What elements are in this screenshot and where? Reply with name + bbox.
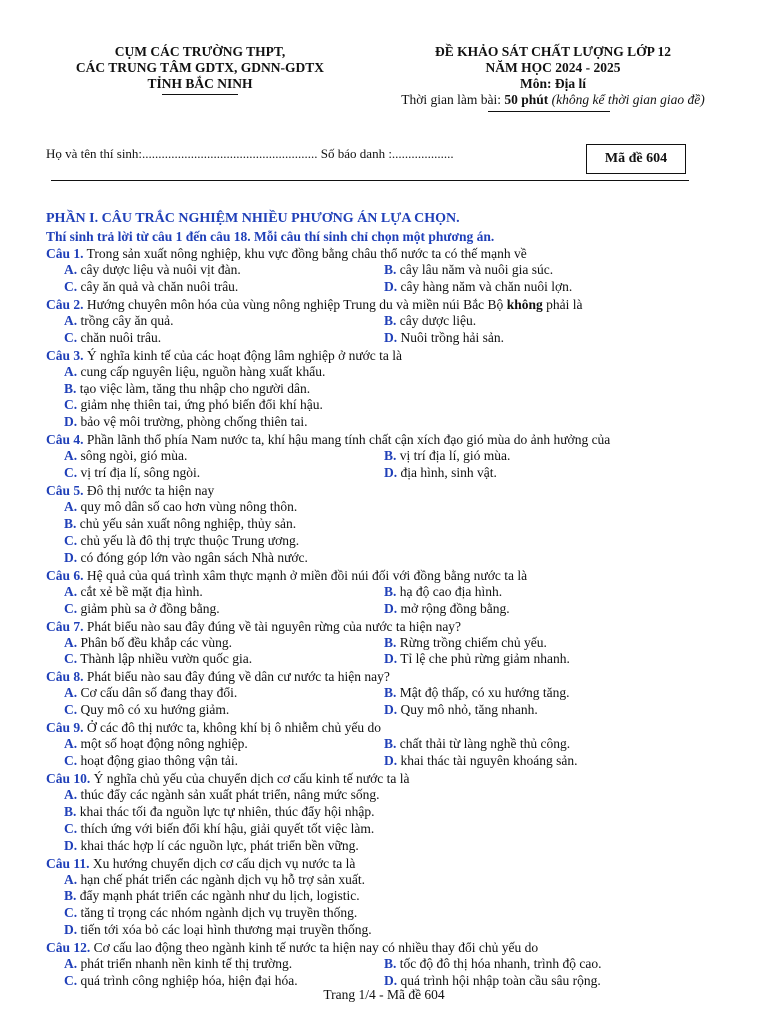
option-text: giảm phù sa ở đồng bằng. — [77, 600, 220, 616]
answer-options — [46, 448, 736, 482]
answer-option — [64, 414, 704, 431]
question-text: Xu hướng chuyển dịch cơ cấu dịch vụ nước ta là — [89, 855, 356, 871]
option-letter: D. — [64, 414, 78, 430]
answer-option — [64, 279, 384, 296]
question-stem — [46, 567, 736, 584]
option-text: tạo việc làm, tăng thu nhập cho người dân. — [76, 380, 311, 396]
option-text: cây dược liệu. — [396, 312, 477, 328]
question-stem — [46, 770, 736, 787]
time-underline — [488, 111, 610, 112]
answer-options — [46, 787, 736, 855]
option-letter: C. — [64, 329, 78, 345]
option-letter: C. — [64, 465, 78, 481]
option-letter: C. — [64, 973, 78, 989]
option-letter: B. — [64, 380, 77, 396]
question-number: Câu 8. — [46, 669, 84, 685]
option-letter: C. — [64, 651, 78, 667]
answer-options — [46, 872, 736, 940]
answer-options — [46, 956, 736, 990]
option-letter: D. — [384, 329, 398, 345]
answer-option — [64, 364, 704, 381]
option-letter: C. — [64, 905, 78, 921]
answer-option — [64, 804, 704, 821]
option-text: quá trình hội nhập toàn cầu sâu rộng. — [397, 973, 601, 989]
option-text: bảo vệ môi trường, phòng chống thiên tai. — [77, 414, 308, 430]
question-stem — [46, 618, 736, 635]
option-letter: C. — [64, 532, 78, 548]
option-letter: A. — [64, 262, 78, 277]
answer-options — [46, 364, 736, 432]
org-line-3: TỈNH BẮC NINH — [147, 76, 253, 91]
organization-header — [40, 44, 360, 95]
option-text: phát triển nhanh nền kinh tế thị trường. — [77, 956, 293, 972]
question-text: Hướng chuyên môn hóa của vùng nông nghiệp Trung du và miền núi Bắc Bộ — [83, 296, 507, 312]
option-text: Nuôi trồng hải sản. — [397, 329, 504, 345]
option-text: giảm nhẹ thiên tai, ứng phó biến đổi khí hậu. — [77, 397, 323, 413]
answer-option — [64, 550, 704, 567]
answer-option — [64, 702, 384, 719]
answer-options — [46, 685, 736, 719]
question-number: Câu 4. — [46, 432, 84, 448]
option-letter: D. — [64, 549, 78, 565]
question-number: Câu 9. — [46, 720, 84, 736]
option-letter: D. — [384, 702, 398, 718]
question-number: Câu 11. — [46, 855, 90, 871]
option-text: cây ăn quả và chăn nuôi trâu. — [77, 278, 239, 294]
question-stem — [46, 668, 736, 685]
answer-option — [64, 922, 704, 939]
question-text: Ý nghĩa kinh tế của các hoạt động lâm nghiệp ở nước ta là — [83, 347, 403, 363]
section-title: PHẦN I. CÂU TRẮC NGHIỆM NHIỀU PHƯƠNG ÁN LỰA CHỌN. — [46, 211, 460, 226]
answer-options — [46, 736, 736, 770]
subject: Môn: Địa lí — [520, 76, 586, 91]
answer-option — [384, 465, 704, 482]
answer-option — [384, 279, 704, 296]
answer-option — [64, 838, 704, 855]
option-text: sông ngòi, gió mùa. — [77, 448, 188, 464]
answer-option — [64, 601, 384, 618]
option-text: tốc độ đô thị hóa nhanh, trình độ cao. — [396, 956, 602, 972]
answer-option — [384, 262, 704, 279]
org-line-1: CỤM CÁC TRƯỜNG THPT, — [114, 44, 286, 59]
option-letter: A. — [64, 956, 78, 972]
option-letter: B. — [64, 888, 77, 904]
answer-options — [46, 584, 736, 618]
option-letter: C. — [64, 600, 78, 616]
time-note: (không kể thời gian giao đề) — [548, 92, 705, 107]
option-text: chăn nuôi trâu. — [77, 329, 162, 345]
option-text: có đóng góp lớn vào ngân sách Nhà nước. — [77, 549, 308, 565]
option-letter: A. — [64, 499, 78, 515]
question-number: Câu 10. — [46, 770, 91, 786]
answer-option — [384, 601, 704, 618]
option-letter: B. — [384, 262, 397, 277]
option-letter: B. — [384, 448, 397, 464]
question-emphasis: không — [506, 296, 543, 312]
time-value: 50 phút — [504, 92, 549, 107]
exam-code-box: Mã đề 604 — [586, 144, 686, 174]
answer-option — [384, 651, 704, 668]
answer-options — [46, 313, 736, 347]
option-text: hoạt động giao thông vận tải. — [77, 753, 238, 769]
option-letter: C. — [64, 753, 78, 769]
answer-option — [64, 956, 384, 973]
option-letter: D. — [384, 973, 398, 989]
option-letter: A. — [64, 685, 78, 701]
option-letter: C. — [64, 820, 78, 836]
answer-option — [64, 533, 704, 550]
question-text: Cơ cấu lao động theo ngành kinh tế nước ta hiện nay có nhiều thay đổi chủ yếu do — [90, 940, 539, 956]
option-text: thúc đẩy các ngành sản xuất phát triển, nâng mức sống. — [77, 786, 380, 802]
question-number: Câu 3. — [46, 347, 84, 363]
option-text: chủ yếu là đô thị trực thuộc Trung ương. — [77, 532, 300, 548]
answer-option — [384, 584, 704, 601]
question-text: Phát biểu nào sau đây đúng về tài nguyên rừng của nước ta hiện nay? — [83, 618, 462, 634]
option-letter: A. — [64, 634, 78, 650]
question-text: Phát biểu nào sau đây đúng về dân cư nước ta hiện nay? — [83, 669, 390, 685]
option-letter: B. — [384, 736, 397, 752]
answer-option — [64, 330, 384, 347]
option-text: Phân bố đều khắp các vùng. — [77, 634, 232, 650]
question-stem — [46, 939, 736, 956]
answer-option — [64, 313, 384, 330]
question-text: Ở các đô thị nước ta, không khí bị ô nhiễm chủ yếu do — [83, 720, 382, 736]
option-letter: B. — [384, 583, 397, 599]
option-text: cây hàng năm và chăn nuôi lợn. — [397, 278, 573, 294]
answer-option — [64, 499, 704, 516]
option-letter: A. — [64, 363, 78, 379]
question-stem — [46, 855, 736, 872]
question-text: Đô thị nước ta hiện nay — [83, 483, 215, 499]
answer-option — [64, 888, 704, 905]
answer-option — [64, 651, 384, 668]
option-text: quá trình công nghiệp hóa, hiện đại hóa. — [77, 973, 298, 989]
option-letter: B. — [384, 634, 397, 650]
option-letter: A. — [64, 871, 78, 887]
option-letter: D. — [64, 837, 78, 853]
option-text: trồng cây ăn quả. — [77, 312, 174, 328]
answer-option — [64, 635, 384, 652]
question-stem — [46, 482, 736, 499]
option-text: vị trí địa lí, gió mùa. — [396, 448, 511, 464]
answer-option — [384, 313, 704, 330]
header-separator — [51, 180, 689, 181]
student-id-field: Số báo danh :................... — [317, 146, 454, 161]
option-text: chủ yếu sản xuất nông nghiệp, thủy sản. — [76, 515, 297, 531]
option-text: hạn chế phát triển các ngành dịch vụ hỗ trợ sản xuất. — [77, 871, 366, 887]
answer-option — [64, 685, 384, 702]
option-text: đẩy mạnh phát triển các ngành như du lịch, logistic. — [76, 888, 360, 904]
answer-option — [384, 330, 704, 347]
question-number: Câu 1. — [46, 246, 84, 261]
question-list — [46, 245, 736, 990]
option-text: Quy mô có xu hướng giảm. — [77, 702, 230, 718]
option-letter: A. — [64, 312, 78, 328]
answer-option — [64, 905, 704, 922]
question-text-end: phải là — [542, 296, 583, 312]
option-text: khai thác hợp lí các nguồn lực, phát triển bền vững. — [77, 837, 359, 853]
option-letter: A. — [64, 448, 78, 464]
question-text: Trong sản xuất nông nghiệp, khu vực đồng bằng châu thổ nước ta có thế mạnh về — [83, 246, 527, 261]
answer-option — [64, 381, 704, 398]
option-letter: C. — [64, 397, 78, 413]
question-text: Phần lãnh thổ phía Nam nước ta, khí hậu mang tính chất cận xích đạo gió mùa do ảnh hưởng của — [83, 432, 611, 448]
option-letter: A. — [64, 736, 78, 752]
answer-options — [46, 262, 736, 296]
student-info — [46, 146, 454, 162]
option-text: hạ độ cao địa hình. — [396, 583, 503, 599]
option-text: cây dược liệu và nuôi vịt đàn. — [77, 262, 241, 277]
option-letter: D. — [384, 651, 398, 667]
answer-option — [64, 465, 384, 482]
option-letter: D. — [384, 600, 398, 616]
option-text: địa hình, sinh vật. — [397, 465, 497, 481]
school-year: NĂM HỌC 2024 - 2025 — [485, 60, 621, 75]
question-stem — [46, 296, 736, 313]
option-text: Thành lập nhiều vườn quốc gia. — [77, 651, 253, 667]
org-line-2: CÁC TRUNG TÂM GDTX, GDNN-GDTX — [75, 60, 325, 75]
answer-option — [384, 956, 704, 973]
answer-option — [384, 635, 704, 652]
option-text: Rừng trồng chiếm chủ yếu. — [396, 634, 547, 650]
option-letter: A. — [64, 583, 78, 599]
option-letter: D. — [384, 753, 398, 769]
student-name-field: Họ và tên thí sinh:...................................................... — [46, 146, 318, 161]
answer-option — [64, 516, 704, 533]
option-text: Quy mô nhỏ, tăng nhanh. — [397, 702, 538, 718]
option-letter: D. — [384, 278, 398, 294]
answer-option — [64, 753, 384, 770]
option-text: thích ứng với biến đổi khí hậu, giải quyết tốt việc làm. — [77, 820, 375, 836]
question-text: Hệ quả của quá trình xâm thực mạnh ở miền đồi núi đối với đồng bằng nước ta là — [83, 567, 528, 583]
answer-options — [46, 635, 736, 669]
option-text: Tỉ lệ che phủ rừng giảm nhanh. — [397, 651, 570, 667]
question-number: Câu 7. — [46, 618, 84, 634]
option-text: quy mô dân số cao hơn vùng nông thôn. — [77, 499, 298, 515]
option-text: một số hoạt động nông nghiệp. — [77, 736, 248, 752]
answer-option — [384, 753, 704, 770]
answer-option — [64, 736, 384, 753]
answer-option — [384, 702, 704, 719]
option-text: mở rộng đồng bằng. — [397, 600, 510, 616]
option-text: tăng tỉ trọng các nhóm ngành dịch vụ truyền thống. — [77, 905, 358, 921]
option-text: vị trí địa lí, sông ngòi. — [77, 465, 201, 481]
time-label: Thời gian làm bài: — [401, 92, 505, 107]
answer-option — [64, 448, 384, 465]
question-stem — [46, 719, 736, 736]
exam-content — [46, 210, 736, 990]
question-number: Câu 12. — [46, 940, 91, 956]
answer-option — [64, 787, 704, 804]
answer-option — [64, 872, 704, 889]
page-footer: Trang 1/4 - Mã đề 604 — [323, 987, 445, 1002]
option-letter: B. — [384, 312, 397, 328]
question-stem — [46, 245, 736, 262]
option-text: khai thác tài nguyên khoáng sản. — [397, 753, 578, 769]
time-line — [372, 92, 734, 108]
answer-options — [46, 499, 736, 567]
option-text: Cơ cấu dân số đang thay đổi. — [77, 685, 238, 701]
answer-option — [384, 736, 704, 753]
exam-title: ĐỀ KHẢO SÁT CHẤT LƯỢNG LỚP 12 — [434, 44, 672, 59]
option-letter: D. — [64, 922, 78, 938]
answer-option — [384, 685, 704, 702]
exam-header — [372, 44, 734, 108]
option-letter: B. — [64, 515, 77, 531]
option-letter: C. — [64, 278, 78, 294]
question-stem — [46, 431, 736, 448]
option-text: tiến tới xóa bỏ các loại hình thương mại truyền thống. — [77, 922, 372, 938]
answer-option — [64, 397, 704, 414]
option-letter: B. — [384, 685, 397, 701]
option-text: cung cấp nguyên liệu, nguồn hàng xuất khẩu. — [77, 363, 326, 379]
option-letter: D. — [384, 465, 398, 481]
option-letter: B. — [384, 956, 397, 972]
option-letter: C. — [64, 702, 78, 718]
section-instruction: Thí sinh trả lời từ câu 1 đến câu 18. Mỗi câu thí sinh chỉ chọn một phương án. — [46, 229, 495, 244]
question-number: Câu 2. — [46, 296, 84, 312]
question-number: Câu 6. — [46, 567, 84, 583]
option-letter: B. — [64, 803, 77, 819]
answer-option — [64, 584, 384, 601]
question-stem — [46, 347, 736, 364]
answer-option — [384, 448, 704, 465]
option-text: khai thác tối đa nguồn lực tự nhiên, thúc đẩy hội nhập. — [76, 803, 375, 819]
org-underline — [162, 94, 238, 95]
option-letter: A. — [64, 786, 78, 802]
option-text: chất thải từ làng nghề thủ công. — [396, 736, 571, 752]
answer-option — [64, 821, 704, 838]
option-text: cắt xẻ bề mặt địa hình. — [77, 583, 203, 599]
answer-option — [64, 262, 384, 279]
question-text: Ý nghĩa chủ yếu của chuyển dịch cơ cấu kinh tế nước ta là — [90, 770, 410, 786]
option-text: Mật độ thấp, có xu hướng tăng. — [396, 685, 570, 701]
option-text: cây lâu năm và nuôi gia súc. — [396, 262, 554, 277]
question-number: Câu 5. — [46, 483, 84, 499]
